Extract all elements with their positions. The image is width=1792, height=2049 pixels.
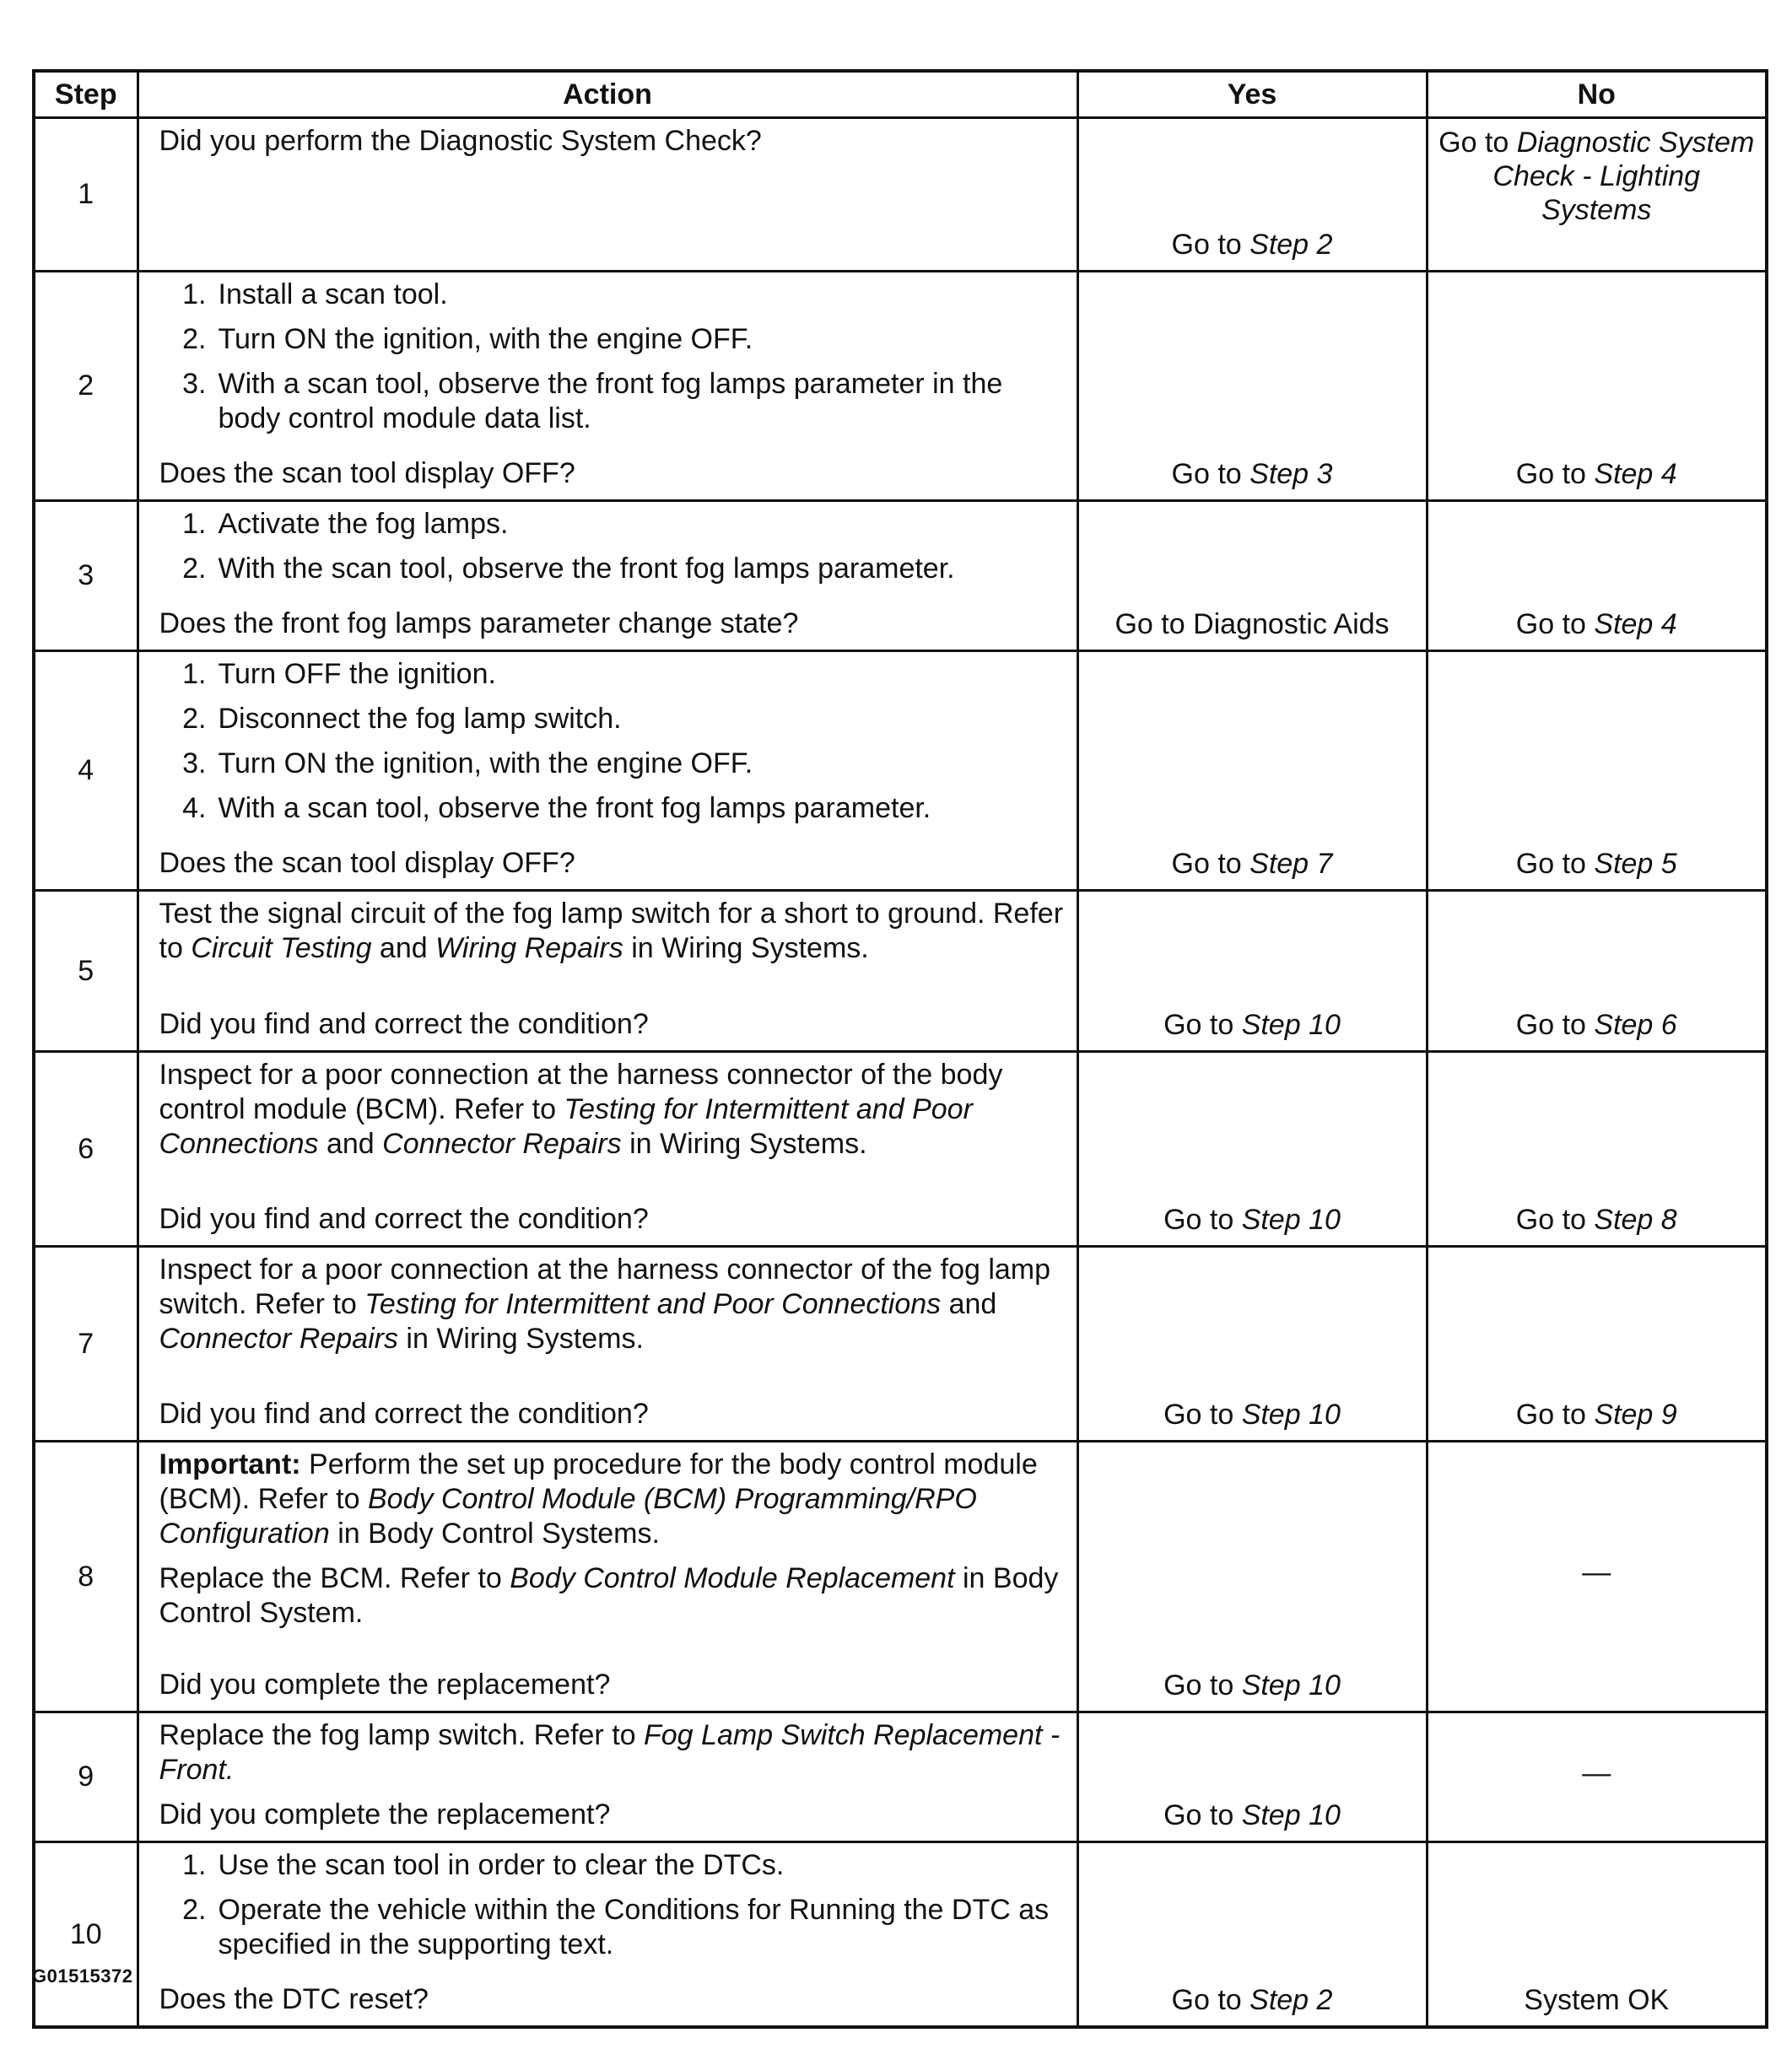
yes-outcome bbox=[1077, 1247, 1427, 1442]
diagnostic-question bbox=[159, 1397, 1066, 1432]
table-row bbox=[34, 1247, 1767, 1442]
reference-text: Step 2 bbox=[1250, 1984, 1333, 2016]
reference-text: Circuit Testing bbox=[191, 932, 372, 964]
text-segment: Go to bbox=[1515, 1204, 1595, 1236]
text-segment: and bbox=[371, 932, 436, 964]
text-segment: Does the front fog lamps parameter change state? bbox=[159, 607, 799, 639]
list-item-text bbox=[219, 278, 448, 312]
yes-outcome bbox=[1077, 272, 1427, 501]
header-step: Step bbox=[34, 71, 138, 118]
text-segment: Replace the BCM. Refer to bbox=[159, 1562, 510, 1594]
list-item-number: 3. bbox=[182, 747, 207, 779]
text-segment: Did you find and correct the condition? bbox=[159, 1203, 649, 1235]
action-cell bbox=[138, 1052, 1077, 1247]
text-segment: — bbox=[1582, 1556, 1611, 1588]
reference-text: Step 4 bbox=[1594, 458, 1677, 490]
table-body bbox=[34, 118, 1767, 2028]
reference-text: Body Control Module Replacement bbox=[510, 1562, 955, 1594]
diagnostic-question bbox=[159, 846, 1066, 881]
list-item-number: 1. bbox=[182, 278, 207, 310]
text-segment: Did you find and correct the condition? bbox=[159, 1398, 649, 1430]
yes-outcome bbox=[1077, 1842, 1427, 2028]
reference-text: Wiring Repairs bbox=[435, 932, 623, 964]
step-number: 6 bbox=[34, 1052, 138, 1247]
text-segment: Go to bbox=[1163, 1399, 1242, 1431]
text-segment: Did you complete the replacement? bbox=[159, 1669, 611, 1701]
header-row bbox=[34, 71, 1767, 118]
text-segment: Test the signal circuit of the fog lamp switch for a short to ground. Refer to bbox=[159, 898, 1064, 964]
table-row bbox=[34, 1442, 1767, 1712]
reference-text: Step 2 bbox=[1250, 229, 1333, 261]
no-outcome bbox=[1427, 1247, 1767, 1442]
table-row bbox=[34, 891, 1767, 1052]
list-item-text bbox=[219, 702, 622, 736]
reference-text: Step 10 bbox=[1241, 1399, 1341, 1431]
text-segment: Go to bbox=[1171, 848, 1250, 880]
list-item-number: 1. bbox=[182, 1849, 207, 1881]
text-segment: Inspect for a poor connection at the harness connector of the fog lamp switch. Refer to bbox=[159, 1254, 1051, 1320]
text-segment: Go to bbox=[1163, 1669, 1242, 1701]
diagnostic-question bbox=[159, 1982, 1066, 2017]
instruction-text bbox=[159, 897, 1066, 966]
no-outcome bbox=[1427, 651, 1767, 891]
instruction-text bbox=[159, 1058, 1066, 1162]
reference-text: Testing for Intermittent and Poor Connections bbox=[159, 1093, 973, 1160]
yes-outcome bbox=[1077, 1712, 1427, 1842]
list-item-text bbox=[219, 747, 753, 781]
text-segment: Go to bbox=[1163, 1009, 1242, 1041]
diagnostic-question bbox=[159, 607, 1066, 641]
step-number: 8 bbox=[34, 1442, 138, 1712]
reference-text: Testing for Intermittent and Poor Connections bbox=[364, 1288, 942, 1320]
reference-text: Step 3 bbox=[1250, 458, 1333, 490]
reference-text: Step 9 bbox=[1594, 1399, 1677, 1431]
text-segment: in Wiring Systems. bbox=[623, 932, 869, 964]
reference-text: Fog Lamp Switch Replacement - Front. bbox=[159, 1719, 1061, 1786]
list-item-number: 1. bbox=[182, 658, 207, 690]
list-item-text bbox=[219, 657, 496, 692]
figure-id: G01515372 bbox=[32, 1965, 133, 1987]
text-segment: Inspect for a poor connection at the harness connector of the body control module (BCM). Refer to bbox=[159, 1059, 1003, 1125]
list-item bbox=[159, 552, 1066, 586]
text-segment: and bbox=[941, 1288, 997, 1320]
list-item bbox=[159, 507, 1066, 542]
yes-outcome bbox=[1077, 891, 1427, 1052]
text-segment: Go to bbox=[1438, 127, 1517, 159]
list-item-text bbox=[219, 1893, 1066, 1962]
action-cell bbox=[138, 1842, 1077, 2028]
yes-outcome bbox=[1077, 118, 1427, 272]
text-segment: Go to Diagnostic Aids bbox=[1115, 608, 1390, 640]
reference-text: Diagnostic System Check - Lighting Systems bbox=[1492, 127, 1755, 226]
step-number: 7 bbox=[34, 1247, 138, 1442]
action-cell bbox=[138, 272, 1077, 501]
list-item-text bbox=[219, 322, 753, 357]
text-segment: Disconnect the fog lamp switch. bbox=[218, 703, 622, 735]
text-segment: Go to bbox=[1515, 458, 1595, 490]
no-outcome bbox=[1427, 272, 1767, 501]
action-cell bbox=[138, 1247, 1077, 1442]
instruction-text bbox=[159, 1448, 1066, 1551]
text-segment: Use the scan tool in order to clear the DTCs. bbox=[218, 1849, 785, 1881]
list-item-number: 3. bbox=[182, 368, 207, 400]
diagnostic-table bbox=[32, 69, 1768, 2029]
text-segment: Go to bbox=[1515, 1399, 1595, 1431]
list-item bbox=[159, 1848, 1066, 1883]
text-segment: Activate the fog lamps. bbox=[218, 508, 509, 540]
text-segment: Go to bbox=[1171, 229, 1250, 261]
text-segment: Does the scan tool display OFF? bbox=[159, 457, 575, 489]
list-item bbox=[159, 278, 1066, 312]
no-outcome bbox=[1427, 1712, 1767, 1842]
diagnostic-question bbox=[159, 1668, 1066, 1702]
text-segment: System OK bbox=[1524, 1984, 1670, 2016]
reference-text: Step 5 bbox=[1594, 848, 1677, 880]
action-cell bbox=[138, 501, 1077, 651]
yes-outcome bbox=[1077, 1052, 1427, 1247]
action-cell bbox=[138, 651, 1077, 891]
table-row bbox=[34, 1842, 1767, 2028]
instruction-text bbox=[159, 1718, 1066, 1787]
table-row bbox=[34, 1052, 1767, 1247]
text-segment: and bbox=[318, 1128, 383, 1160]
diagnostic-question bbox=[159, 1007, 1066, 1042]
no-outcome bbox=[1427, 118, 1767, 272]
no-outcome bbox=[1427, 1842, 1767, 2028]
text-segment: Go to bbox=[1515, 1009, 1595, 1041]
step-number: 5 bbox=[34, 891, 138, 1052]
reference-text: Step 4 bbox=[1594, 608, 1677, 640]
procedure-list bbox=[159, 1848, 1066, 1972]
reference-text: Step 10 bbox=[1241, 1009, 1341, 1041]
header-yes: Yes bbox=[1077, 71, 1427, 118]
reference-text: Step 8 bbox=[1594, 1204, 1677, 1236]
list-item bbox=[159, 322, 1066, 357]
procedure-list bbox=[159, 657, 1066, 836]
table-row bbox=[34, 501, 1767, 651]
text-segment: Did you find and correct the condition? bbox=[159, 1008, 649, 1040]
text-segment: Go to bbox=[1163, 1799, 1242, 1831]
diagnostic-question bbox=[159, 1202, 1066, 1237]
bold-text: Important: bbox=[159, 1448, 301, 1480]
text-segment: With a scan tool, observe the front fog lamps parameter. bbox=[218, 792, 931, 824]
step-number: 3 bbox=[34, 501, 138, 651]
step-number: 9 bbox=[34, 1712, 138, 1842]
list-item-number: 2. bbox=[182, 323, 207, 355]
text-segment: Does the DTC reset? bbox=[159, 1983, 429, 2015]
list-item bbox=[159, 702, 1066, 736]
reference-text: Connector Repairs bbox=[159, 1323, 398, 1355]
diagnostic-question bbox=[159, 456, 1066, 491]
text-segment: — bbox=[1582, 1756, 1611, 1789]
procedure-list bbox=[159, 507, 1066, 596]
text-segment: in Body Control Systems. bbox=[329, 1518, 660, 1550]
text-segment: in Wiring Systems. bbox=[397, 1323, 644, 1355]
no-outcome bbox=[1427, 891, 1767, 1052]
text-segment: Go to bbox=[1515, 848, 1595, 880]
text-segment: Turn OFF the ignition. bbox=[218, 658, 496, 690]
instruction-text bbox=[159, 1561, 1066, 1631]
list-item-text bbox=[219, 1848, 785, 1883]
list-item-number: 2. bbox=[182, 1894, 207, 1926]
action-cell bbox=[138, 891, 1077, 1052]
no-outcome bbox=[1427, 1052, 1767, 1247]
action-cell bbox=[138, 1712, 1077, 1842]
text-segment: Go to bbox=[1163, 1204, 1242, 1236]
text-segment: Did you complete the replacement? bbox=[159, 1798, 611, 1831]
instruction-text bbox=[159, 1253, 1066, 1356]
text-segment: With a scan tool, observe the front fog lamps parameter in the body control module data list. bbox=[218, 368, 1003, 434]
list-item bbox=[159, 1893, 1066, 1962]
step-number: 2 bbox=[34, 272, 138, 501]
no-outcome bbox=[1427, 1442, 1767, 1712]
reference-text: Connector Repairs bbox=[382, 1128, 622, 1160]
instruction-text bbox=[159, 124, 1066, 159]
table-row bbox=[34, 1712, 1767, 1842]
reference-text: Step 10 bbox=[1241, 1799, 1341, 1831]
list-item bbox=[159, 657, 1066, 692]
list-item bbox=[159, 791, 1066, 826]
list-item-number: 1. bbox=[182, 508, 207, 540]
reference-text: Step 6 bbox=[1594, 1009, 1677, 1041]
text-segment: Install a scan tool. bbox=[218, 278, 448, 310]
yes-outcome bbox=[1077, 501, 1427, 651]
list-item-text bbox=[219, 507, 509, 542]
header-action: Action bbox=[138, 71, 1077, 118]
list-item-number: 2. bbox=[182, 703, 207, 735]
table-row bbox=[34, 651, 1767, 891]
text-segment: Perform the set up procedure for the body control module (BCM). Refer to bbox=[159, 1448, 1038, 1515]
text-segment: in Wiring Systems. bbox=[621, 1128, 867, 1160]
text-segment: Operate the vehicle within the Conditions for Running the DTC as specified in the supporting text. bbox=[218, 1894, 1050, 1960]
list-item-text bbox=[219, 791, 931, 826]
text-segment: Go to bbox=[1171, 458, 1250, 490]
reference-text: Step 7 bbox=[1250, 848, 1333, 880]
list-item bbox=[159, 367, 1066, 436]
list-item-number: 2. bbox=[182, 553, 207, 585]
reference-text: Body Control Module (BCM) Programming/RPO Configuration bbox=[159, 1483, 977, 1550]
list-item bbox=[159, 747, 1066, 781]
table-row bbox=[34, 272, 1767, 501]
text-segment: Turn ON the ignition, with the engine OFF. bbox=[218, 747, 753, 779]
text-segment: Did you perform the Diagnostic System Check? bbox=[159, 125, 762, 157]
yes-outcome bbox=[1077, 1442, 1427, 1712]
table-row bbox=[34, 118, 1767, 272]
reference-text: Step 10 bbox=[1241, 1204, 1341, 1236]
text-segment: Go to bbox=[1171, 1984, 1250, 2016]
text-segment: in Body Control System. bbox=[159, 1562, 1059, 1629]
reference-text: Step 10 bbox=[1241, 1669, 1341, 1701]
text-segment: Go to bbox=[1515, 608, 1595, 640]
step-number: 1 bbox=[34, 118, 138, 272]
list-item-text bbox=[219, 552, 955, 586]
text-segment: Does the scan tool display OFF? bbox=[159, 847, 575, 879]
step-number: 10 bbox=[34, 1842, 138, 2028]
diagnostic-question bbox=[159, 1798, 1066, 1832]
text-segment: Replace the fog lamp switch. Refer to bbox=[159, 1719, 644, 1751]
text-segment: With the scan tool, observe the front fog lamps parameter. bbox=[218, 553, 955, 585]
action-cell bbox=[138, 118, 1077, 272]
action-cell bbox=[138, 1442, 1077, 1712]
list-item-text bbox=[219, 367, 1066, 436]
text-segment: Turn ON the ignition, with the engine OFF. bbox=[218, 323, 753, 355]
no-outcome bbox=[1427, 501, 1767, 651]
header-no: No bbox=[1427, 71, 1767, 118]
step-number: 4 bbox=[34, 651, 138, 891]
list-item-number: 4. bbox=[182, 792, 207, 824]
yes-outcome bbox=[1077, 651, 1427, 891]
procedure-list bbox=[159, 278, 1066, 446]
